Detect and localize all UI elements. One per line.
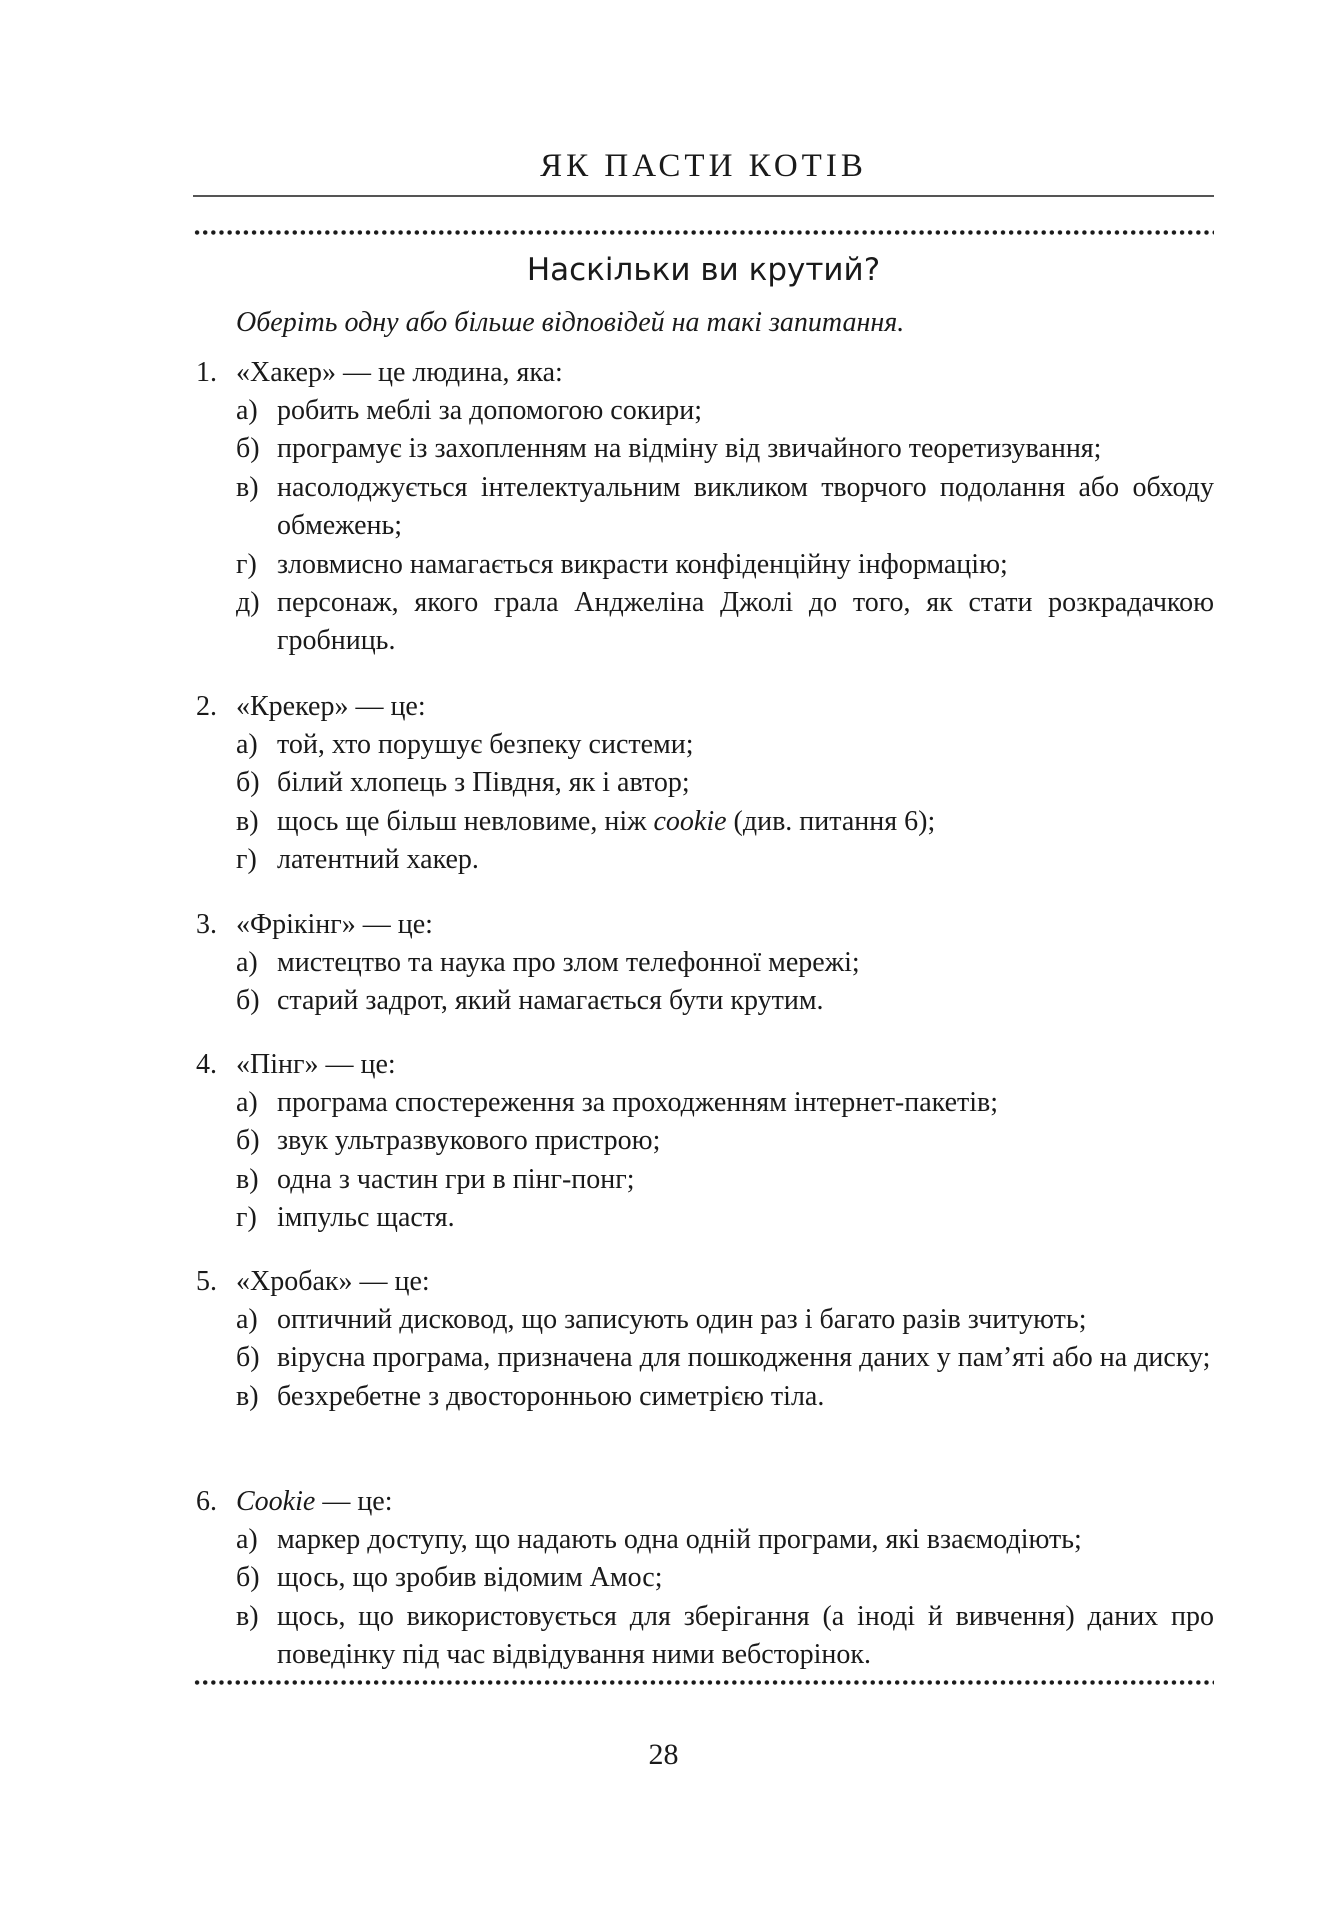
answer-option [196,726,1214,764]
question-stem: — це: [355,909,433,940]
question-heading [196,688,1214,726]
answer-option [196,546,1214,584]
option-letter: б) [236,433,260,465]
option-letter: а) [236,947,258,978]
answer-option [196,392,1214,430]
option-letter: а) [236,1304,258,1335]
option-letter: а) [236,729,258,760]
answer-option [196,1084,1214,1122]
option-letter: а) [236,1087,258,1118]
question-term: «Крекер» [236,691,349,722]
option-text: вірусна програма, призначена для пошкодження даних у пам’яті або на диску; [277,1342,1211,1374]
question-5 [196,1263,1214,1416]
option-text-part: щось ще більш невловиме, ніж [277,805,654,837]
question-number: 2. [196,691,217,722]
answer-option [196,469,1214,546]
answer-option [196,1339,1214,1377]
option-text: імпульс щастя. [277,1202,455,1234]
answer-option [196,841,1214,879]
option-italic-term: cookie [653,805,727,837]
answer-option [196,1559,1214,1597]
option-text: маркер доступу, що надають одна одній програми, які взаємодіють; [277,1524,1082,1555]
question-number: 4. [196,1049,217,1080]
option-text-part: (див. питання 6); [726,805,936,837]
option-letter: д) [236,587,260,619]
question-heading [196,1046,1214,1084]
question-heading [196,906,1214,944]
question-heading [196,1483,1214,1521]
answer-option [196,584,1214,661]
option-letter: в) [236,1380,259,1412]
option-text: щось, що зробив відомим Амос; [277,1562,663,1594]
option-letter: б) [236,1125,260,1157]
question-stem: — це: [315,1486,393,1517]
option-text [277,803,1214,841]
option-text: програма спостереження за проходженням інтернет-пакетів; [277,1087,999,1118]
running-header: ЯК ПАСТИ КОТІВ [540,148,867,184]
dotted-divider-top [193,230,1214,235]
question-4 [196,1046,1214,1238]
option-letter: в) [236,1163,259,1195]
option-letter: б) [236,1562,260,1594]
question-stem: — це людина, яка: [335,357,563,388]
question-term: «Фрікінг» [236,909,356,940]
question-heading [196,354,1214,392]
question-number: 3. [196,909,217,940]
header-rule [193,195,1214,197]
option-letter: г) [236,844,257,876]
option-text: старий задрот, який намагається бути крутим. [277,985,824,1017]
dotted-divider-bottom [193,1680,1214,1685]
answer-option [196,1521,1214,1559]
option-text: робить меблі за допомогою сокири; [277,395,703,426]
question-1 [196,354,1214,661]
question-stem: — це: [348,691,426,722]
option-letter: г) [236,1202,257,1234]
answer-option [196,1301,1214,1339]
option-text: той, хто порушує безпеку системи; [277,729,694,760]
answer-option [196,430,1214,468]
question-2 [196,688,1214,880]
question-number: 6. [196,1486,217,1517]
option-letter: б) [236,1342,260,1374]
option-letter: б) [236,985,260,1017]
option-letter: а) [236,395,258,426]
box-instructions: Оберіть одну або більше відповідей на такі запитання. [236,307,905,338]
option-text: білий хлопець з Півдня, як і автор; [277,767,690,799]
option-letter: в) [236,805,259,837]
option-text: мистецтво та наука про злом телефонної мережі; [277,947,860,978]
question-term: «Пінг» [236,1049,319,1080]
question-number: 1. [196,357,217,388]
option-text: щось, що використовується для зберігання (а іноді й вивчення) даних про поведінку під час відвідування ними вебсторінок. [277,1600,1214,1671]
option-text: програмує із захопленням на відміну від звичайного теоретизування; [277,433,1102,465]
question-term: Cookie [236,1486,316,1517]
question-stem: — це: [352,1266,430,1297]
option-text: зловмисно намагається викрасти конфіденційну інформацію; [277,548,1008,580]
option-text: одна з частин гри в пінг-понг; [277,1163,635,1195]
answer-option [196,944,1214,982]
option-text: персонаж, якого грала Анджеліна Джолі до того, як стати розкрадачкою гробниць. [277,587,1214,657]
answer-option [196,1199,1214,1237]
answer-option [196,982,1214,1020]
box-title: Наскільки ви крутий? [526,252,881,288]
option-text: насолоджується інтелектуальним викликом творчого подолання або обходу обмежень; [277,471,1214,542]
option-text: звук ультразвукового пристрою; [277,1125,661,1157]
option-letter: в) [236,471,259,503]
option-text: оптичний дисковод, що записують один раз і багато разів зчитують; [277,1304,1087,1335]
answer-option [196,764,1214,802]
answer-option [196,1161,1214,1199]
question-6 [196,1483,1214,1675]
option-letter: в) [236,1600,259,1632]
option-letter: г) [236,548,257,580]
answer-option [196,803,1214,841]
option-letter: б) [236,767,260,799]
question-heading [196,1263,1214,1301]
question-number: 5. [196,1266,217,1297]
option-text: безхребетне з двосторонньою симетрією тіла. [277,1380,825,1412]
answer-option [196,1598,1214,1675]
option-text: латентний хакер. [277,844,479,876]
answer-option [196,1378,1214,1416]
answer-option [196,1122,1214,1160]
question-stem: — це: [318,1049,396,1080]
question-term: «Хробак» [236,1266,353,1297]
page-number: 28 [648,1738,679,1771]
question-term: «Хакер» [236,357,336,388]
option-letter: а) [236,1524,258,1555]
question-3 [196,906,1214,1021]
